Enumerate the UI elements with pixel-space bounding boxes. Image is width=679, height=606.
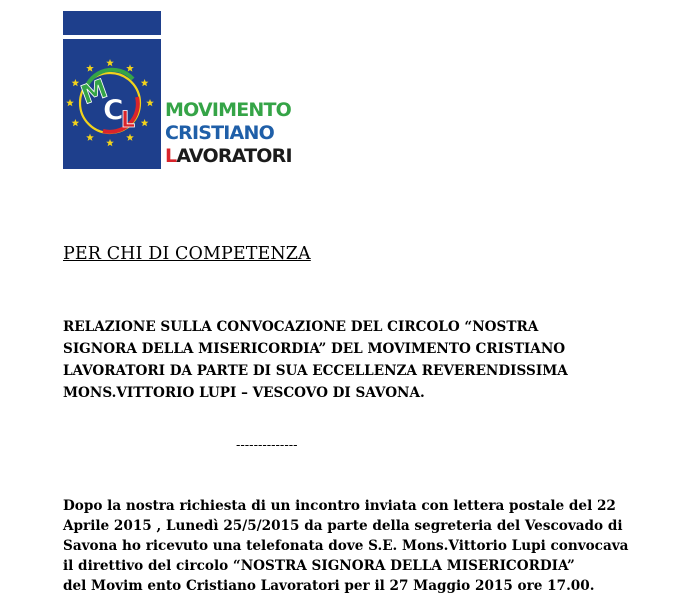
body-line: il direttivo del circolo “NOSTRA SIGNORA DELLA MISERICORDIA” bbox=[63, 558, 575, 574]
section-separator: -------------- bbox=[236, 438, 298, 453]
svg-text:L: L bbox=[121, 108, 136, 133]
mcl-logo bbox=[63, 11, 291, 173]
star-icon bbox=[66, 99, 74, 106]
document-heading: PER CHI DI COMPETENZA bbox=[63, 244, 311, 264]
svg-text:M: M bbox=[77, 73, 112, 111]
logo-top-bar bbox=[63, 11, 161, 35]
body-paragraph bbox=[63, 496, 663, 596]
star-icon bbox=[141, 119, 149, 126]
logo-wordmark bbox=[165, 99, 292, 168]
subject-line: MONS.VITTORIO LUPI – VESCOVO DI SAVONA. bbox=[63, 385, 425, 401]
svg-text:C: C bbox=[103, 93, 124, 126]
logo-emblem bbox=[63, 39, 161, 169]
subject-line: LAVORATORI DA PARTE DI SUA ECCELLENZA REVERENDISSIMA bbox=[63, 363, 568, 379]
star-icon bbox=[126, 134, 134, 141]
star-icon bbox=[86, 134, 94, 141]
star-icon bbox=[126, 64, 134, 71]
star-icon bbox=[72, 119, 80, 126]
logo-wordmark-line1: MOVIMENTO bbox=[165, 99, 292, 121]
star-icon bbox=[146, 99, 154, 106]
subject-paragraph bbox=[63, 316, 623, 404]
body-line: del Movim ento Cristiano Lavoratori per il 27 Maggio 2015 ore 17.00. bbox=[63, 578, 595, 594]
logo-wordmark-line3: LAVORATORI bbox=[165, 145, 292, 167]
subject-line: RELAZIONE SULLA CONVOCAZIONE DEL CIRCOLO “NOSTRA bbox=[63, 319, 539, 335]
body-line: Savona ho ricevuto una telefonata dove S.E. Mons.Vittorio Lupi convocava bbox=[63, 538, 629, 554]
mcl-emblem-graphic bbox=[63, 39, 161, 169]
subject-line: SIGNORA DELLA MISERICORDIA” DEL MOVIMENTO CRISTIANO bbox=[63, 341, 566, 357]
body-line: Aprile 2015 , Lunedì 25/5/2015 da parte della segreteria del Vescovado di bbox=[63, 518, 623, 534]
star-icon bbox=[86, 64, 94, 71]
star-icon bbox=[106, 139, 114, 146]
star-icon bbox=[106, 59, 114, 66]
body-line: Dopo la nostra richiesta di un incontro inviata con lettera postale del 22 bbox=[63, 498, 616, 514]
logo-wordmark-line2: CRISTIANO bbox=[165, 122, 274, 144]
star-icon bbox=[141, 79, 149, 86]
